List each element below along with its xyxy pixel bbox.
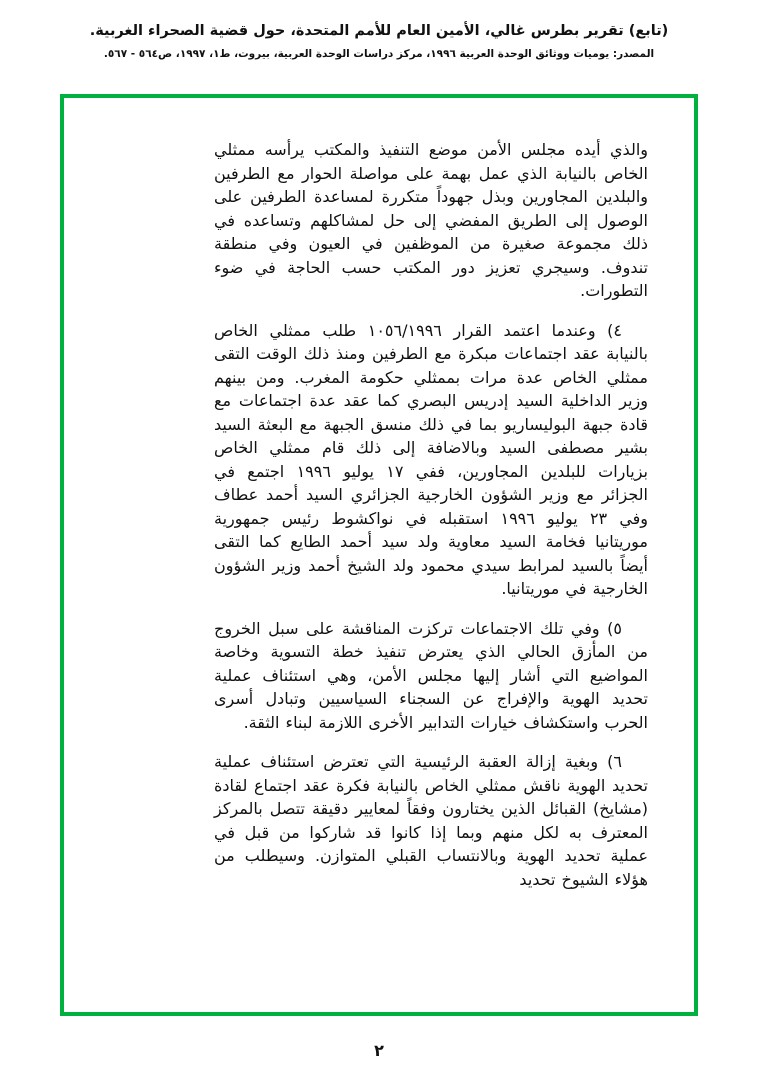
paragraph: ٥) وفي تلك الاجتماعات تركزت المناقشة على سبل الخروج من المأزق الحالي الذي يعترض تنفيذ خطة التسوية وخاصة المواضيع التي أشار إليها مجلس الأمن، وهي استئناف عملية تحديد الهوية والإفراج عن السجناء السياسيين وتبادل أسرى الحرب واستكشاف خيارات التدابير الأخرى اللازمة لبناء الثقة. <box>214 618 648 732</box>
document-header <box>0 0 758 63</box>
paragraph: ٤) وعندما اعتمد القرار ١٠٥٦/١٩٩٦ طلب ممثلي الخاص بالنيابة عقد اجتماعات مبكرة مع الطرفين ومنذ ذلك الوقت التقى ممثلي الخاص عدة مرات بممثلي حكومة المغرب. ومن بينهم وزير الداخلية السيد إدريس البصري كما عقد عدة اجتماعات مع قادة جبهة البوليساريو بما في ذلك منسق الجبهة مع البعثة السيد بشير مصطفى السيد وبالاضافة إلى ذلك قام ممثلي الخاص بزيارات للبلدين المجاورين، ففي ١٧ يوليو ١٩٩٦ اجتمع في الجزائر مع وزير الشؤون الخارجية الجزائري السيد أحمد عطاف وفي ٢٣ يوليو ١٩٩٦ استقبله في نواكشوط رئيس جمهورية موريتانيا فخامة السيد معاوية ولد سيد أحمد الطايع كما التقى أيضاً بالسيد لمرابط سيدي محمود ولد الشيخ أحمد وزير الشؤون الخارجية في موريتانيا. <box>214 320 649 598</box>
source-citation: المصدر: يوميات ووثائق الوحدة العربية ١٩٩٦، مركز دراسات الوحدة العربية، بيروت، ط١، ١٩٩٧، ص٥٦٤ - ٥٦٧. <box>103 48 655 61</box>
paragraph: والذي أيده مجلس الأمن موضع التنفيذ والمكتب يرأسه ممثلي الخاص بالنيابة الذي عمل بهمة على مواصلة الحوار مع الطرفين والبلدين المجاورين وبذل جهوداً متكررة لمساعدة الطرفين على الوصول إلى الطريق المفضي إلى حل لمشاكلهم وتساعده في ذلك مجموعة صغيرة من الموظفين في العيون وفي منطقة تندوف. وسيجري تعزيز دور المكتب حسب الحاجة في ضوء التطورات. <box>214 140 648 300</box>
document-body <box>214 138 648 907</box>
paragraph: ٦) وبغية إزالة العقبة الرئيسية التي تعترض استئناف عملية تحديد الهوية ناقش ممثلي الخاص بالنيابة فكرة عقد اجتماع لقادة (مشايخ) القبائل الذين يختارون وفقاً لمعايير دقيقة تتصل بالمركز المعترف به لكل منهم وبما إذا كانوا قد شاركوا من قبل في عملية تحديد الهوية وبالانتساب القبلي المتوازن. وسيطلب من هؤلاء الشيوخ تحديد <box>214 752 648 889</box>
document-title: (تابع) تقرير بطرس غالي، الأمين العام للأمم المتحدة، حول قضية الصحراء الغربية. <box>89 23 669 39</box>
content-frame <box>60 94 698 1016</box>
page-number: ٢ <box>374 1041 384 1060</box>
